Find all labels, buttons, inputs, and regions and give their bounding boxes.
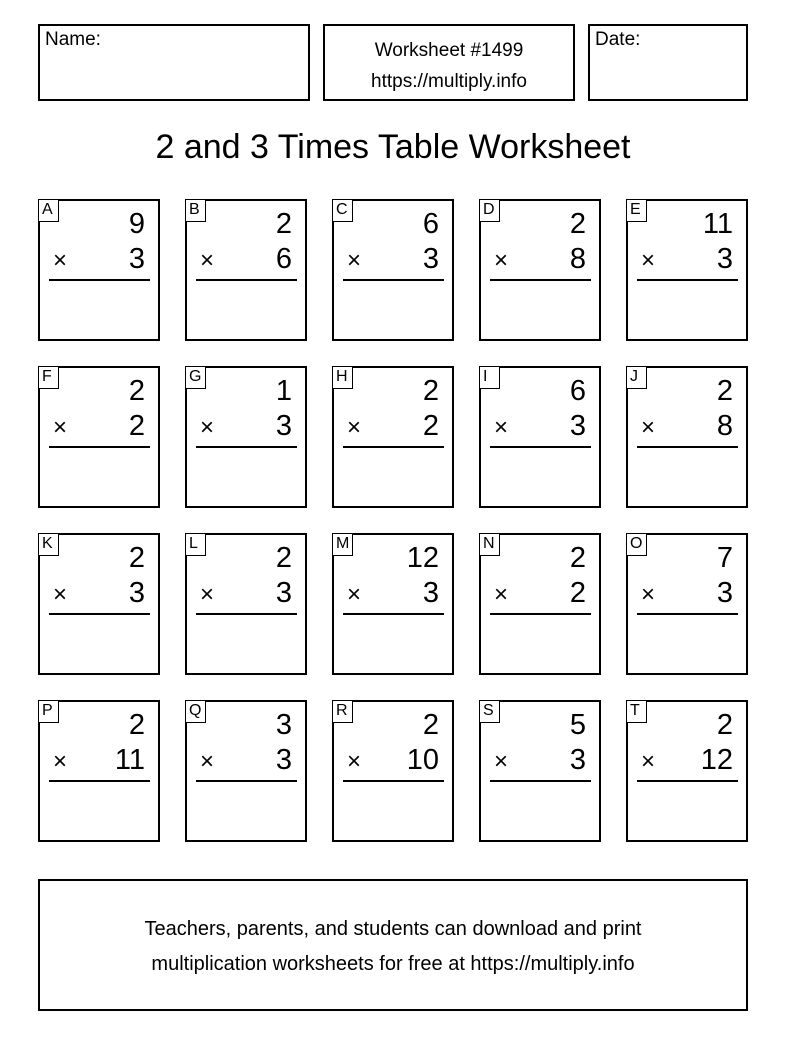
answer-line (196, 446, 297, 448)
problem-letter: O (626, 533, 647, 556)
problem-card[interactable] (479, 533, 601, 675)
problem-top-number: 2 (275, 542, 292, 574)
problem-bottom-number: 2 (128, 410, 145, 442)
problem-top-number: 2 (275, 208, 292, 240)
date-label: Date: (595, 29, 641, 50)
multiply-sign-icon: × (494, 414, 509, 441)
answer-line (343, 279, 444, 281)
problem-letter: J (626, 366, 647, 389)
problem-top-number: 5 (569, 709, 586, 741)
worksheet-url: https://multiply.info (371, 71, 527, 92)
name-field-box[interactable] (38, 24, 310, 101)
problem-bottom-number: 6 (275, 243, 292, 275)
problem-letter: Q (185, 700, 206, 723)
multiply-sign-icon: × (641, 414, 656, 441)
problem-card[interactable] (332, 700, 454, 842)
multiply-sign-icon: × (494, 247, 509, 274)
problem-card[interactable] (479, 199, 601, 341)
problem-top-number: 2 (128, 375, 145, 407)
problem-bottom-number: 3 (569, 744, 586, 776)
problem-card[interactable] (185, 366, 307, 508)
problem-letter: S (479, 700, 500, 723)
problem-bottom-number: 3 (275, 577, 292, 609)
footer-box (38, 879, 748, 1011)
problem-letter: I (479, 366, 500, 389)
problem-letter: F (38, 366, 59, 389)
problem-letter: K (38, 533, 59, 556)
multiply-sign-icon: × (347, 581, 362, 608)
problem-letter: D (479, 199, 500, 222)
problem-bottom-number: 3 (128, 577, 145, 609)
worksheet-info-box (323, 24, 575, 101)
problem-card[interactable] (626, 700, 748, 842)
problem-top-number: 6 (422, 208, 439, 240)
answer-line (490, 613, 591, 615)
problem-card[interactable] (185, 700, 307, 842)
problem-letter: B (185, 199, 206, 222)
answer-line (637, 279, 738, 281)
answer-line (196, 613, 297, 615)
answer-line (343, 613, 444, 615)
problem-card[interactable] (38, 366, 160, 508)
problem-top-number: 2 (422, 709, 439, 741)
problem-card[interactable] (332, 199, 454, 341)
multiply-sign-icon: × (347, 414, 362, 441)
answer-line (637, 780, 738, 782)
problem-card[interactable] (38, 199, 160, 341)
multiply-sign-icon: × (53, 247, 68, 274)
name-label: Name: (45, 29, 101, 50)
problem-card[interactable] (479, 700, 601, 842)
answer-line (343, 780, 444, 782)
problem-letter: N (479, 533, 500, 556)
problem-top-number: 2 (422, 375, 439, 407)
multiply-sign-icon: × (53, 748, 68, 775)
multiply-sign-icon: × (53, 581, 68, 608)
problem-top-number: 11 (702, 208, 733, 240)
answer-line (49, 613, 150, 615)
problem-top-number: 12 (406, 542, 439, 574)
footer-line-2: multiplication worksheets for free at https://multiply.info (151, 953, 635, 975)
problem-card[interactable] (185, 199, 307, 341)
date-field-box[interactable] (588, 24, 748, 101)
problem-letter: G (185, 366, 206, 389)
multiply-sign-icon: × (641, 581, 656, 608)
multiply-sign-icon: × (200, 581, 215, 608)
problem-bottom-number: 3 (275, 410, 292, 442)
footer-line-1: Teachers, parents, and students can download and print (144, 918, 642, 940)
answer-line (490, 780, 591, 782)
problem-top-number: 2 (128, 542, 145, 574)
problem-bottom-number: 3 (275, 744, 292, 776)
problem-letter: H (332, 366, 353, 389)
problem-card[interactable] (38, 700, 160, 842)
problem-bottom-number: 2 (422, 410, 439, 442)
problem-letter: A (38, 199, 59, 222)
answer-line (637, 613, 738, 615)
answer-line (490, 446, 591, 448)
multiply-sign-icon: × (494, 748, 509, 775)
multiply-sign-icon: × (200, 748, 215, 775)
problem-letter: R (332, 700, 353, 723)
problem-letter: L (185, 533, 206, 556)
problem-card[interactable] (332, 533, 454, 675)
problem-top-number: 6 (569, 375, 586, 407)
problem-bottom-number: 3 (422, 577, 439, 609)
multiply-sign-icon: × (641, 247, 656, 274)
problem-top-number: 2 (128, 709, 145, 741)
answer-line (343, 446, 444, 448)
problem-grid (38, 199, 749, 842)
answer-line (196, 780, 297, 782)
problem-top-number: 2 (569, 208, 586, 240)
multiply-sign-icon: × (200, 247, 215, 274)
problem-top-number: 2 (716, 375, 733, 407)
answer-line (49, 279, 150, 281)
problem-bottom-number: 11 (114, 744, 145, 776)
problem-bottom-number: 3 (569, 410, 586, 442)
answer-line (196, 279, 297, 281)
multiply-sign-icon: × (53, 414, 68, 441)
answer-line (49, 446, 150, 448)
problem-letter: P (38, 700, 59, 723)
problem-bottom-number: 3 (716, 577, 733, 609)
problem-bottom-number: 8 (716, 410, 733, 442)
problem-top-number: 1 (275, 375, 292, 407)
problem-card[interactable] (626, 533, 748, 675)
problem-top-number: 7 (716, 542, 733, 574)
problem-letter: M (332, 533, 353, 556)
problem-card[interactable] (626, 199, 748, 341)
problem-bottom-number: 2 (569, 577, 586, 609)
answer-line (637, 446, 738, 448)
problem-card[interactable] (626, 366, 748, 508)
multiply-sign-icon: × (494, 581, 509, 608)
multiply-sign-icon: × (200, 414, 215, 441)
problem-card[interactable] (479, 366, 601, 508)
problem-bottom-number: 10 (406, 744, 439, 776)
answer-line (490, 279, 591, 281)
problem-top-number: 3 (275, 709, 292, 741)
worksheet-number: Worksheet #1499 (374, 40, 524, 61)
problem-top-number: 2 (569, 542, 586, 574)
multiply-sign-icon: × (347, 748, 362, 775)
problem-bottom-number: 3 (128, 243, 145, 275)
problem-card[interactable] (185, 533, 307, 675)
problem-letter: C (332, 199, 353, 222)
page-title: 2 and 3 Times Table Worksheet (155, 128, 631, 166)
problem-bottom-number: 12 (700, 744, 733, 776)
problem-bottom-number: 3 (422, 243, 439, 275)
problem-letter: T (626, 700, 647, 723)
problem-bottom-number: 8 (569, 243, 586, 275)
problem-letter: E (626, 199, 647, 222)
answer-line (49, 780, 150, 782)
problem-bottom-number: 3 (716, 243, 733, 275)
problem-top-number: 2 (716, 709, 733, 741)
problem-top-number: 9 (128, 208, 145, 240)
problem-card[interactable] (38, 533, 160, 675)
multiply-sign-icon: × (641, 748, 656, 775)
multiply-sign-icon: × (347, 247, 362, 274)
problem-card[interactable] (332, 366, 454, 508)
